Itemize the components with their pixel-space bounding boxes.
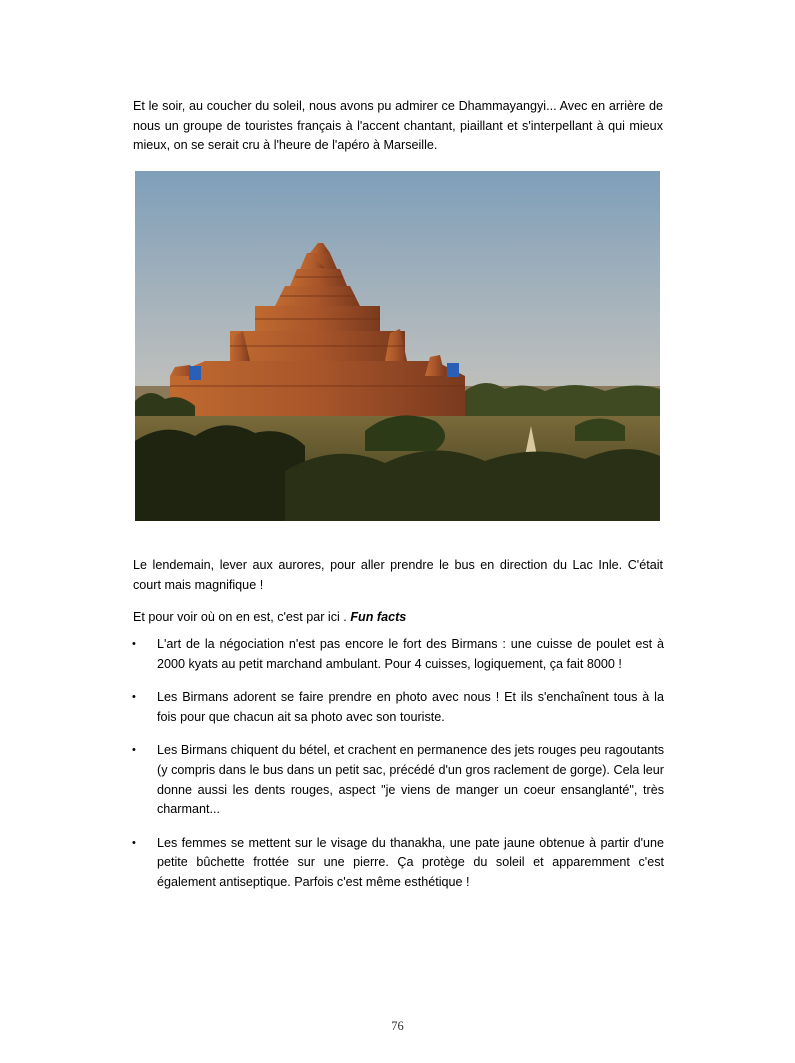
paragraph-next-day: Le lendemain, lever aux aurores, pour aller prendre le bus en direction du Lac Inle. C'était court mais magnifique ! xyxy=(133,558,663,592)
list-item-text: Les Birmans adorent se faire prendre en photo avec nous ! Et ils s'enchaînent tous à la fois pour que chacun ait sa photo avec son touriste. xyxy=(157,690,664,724)
bullet-icon: • xyxy=(132,638,136,650)
list-item-text: Les Birmans chiquent du bétel, et crachent en permanence des jets rouges peu ragoutants (y compris dans le bus dans un petit sac, précédé d'un gros raclement de gorge). Cela leur donne aussi les dents rouges, aspect "je viens de manger un coeur ensanglanté", très charmant... xyxy=(157,743,664,817)
bullet-icon: • xyxy=(132,691,136,704)
list-item-text: Les femmes se mettent sur le visage du thanakha, une pate jaune obtenue à partir d'une petite bûchette frottée sur une pierre. Ça protège du soleil et apparemment c'est également antiseptique. Parfois c'est même esthétique ! xyxy=(157,835,664,889)
fun-facts-heading: Fun facts xyxy=(350,610,407,624)
fun-facts-list xyxy=(130,635,664,907)
list-item xyxy=(130,688,664,727)
page-number: 76 xyxy=(391,1019,404,1033)
paragraph-fun-facts-intro xyxy=(133,608,663,628)
temple-image xyxy=(135,171,660,521)
list-item xyxy=(130,635,664,674)
intro-text: Et pour voir où on en est, c'est par ici . xyxy=(133,610,351,624)
bullet-icon: • xyxy=(132,744,136,757)
list-item xyxy=(130,741,664,819)
paragraph-sunset: Et le soir, au coucher du soleil, nous avons pu admirer ce Dhammayangyi... Avec en arrière de nous un groupe de touristes français à l'accent chantant, piaillant et s'interpellant à qui mieux mieux, on se serait cru à l'heure de l'apéro à Marseille. xyxy=(133,99,663,153)
temple-photo xyxy=(135,171,660,521)
bullet-icon: • xyxy=(132,836,136,849)
list-item xyxy=(130,834,664,893)
list-item-text: L'art de la négociation n'est pas encore le fort des Birmans : une cuisse de poulet est à 2000 kyats au petit marchand ambulant. Pour 4 cuisses, logiquement, ça fait 8000 ! xyxy=(157,637,664,671)
